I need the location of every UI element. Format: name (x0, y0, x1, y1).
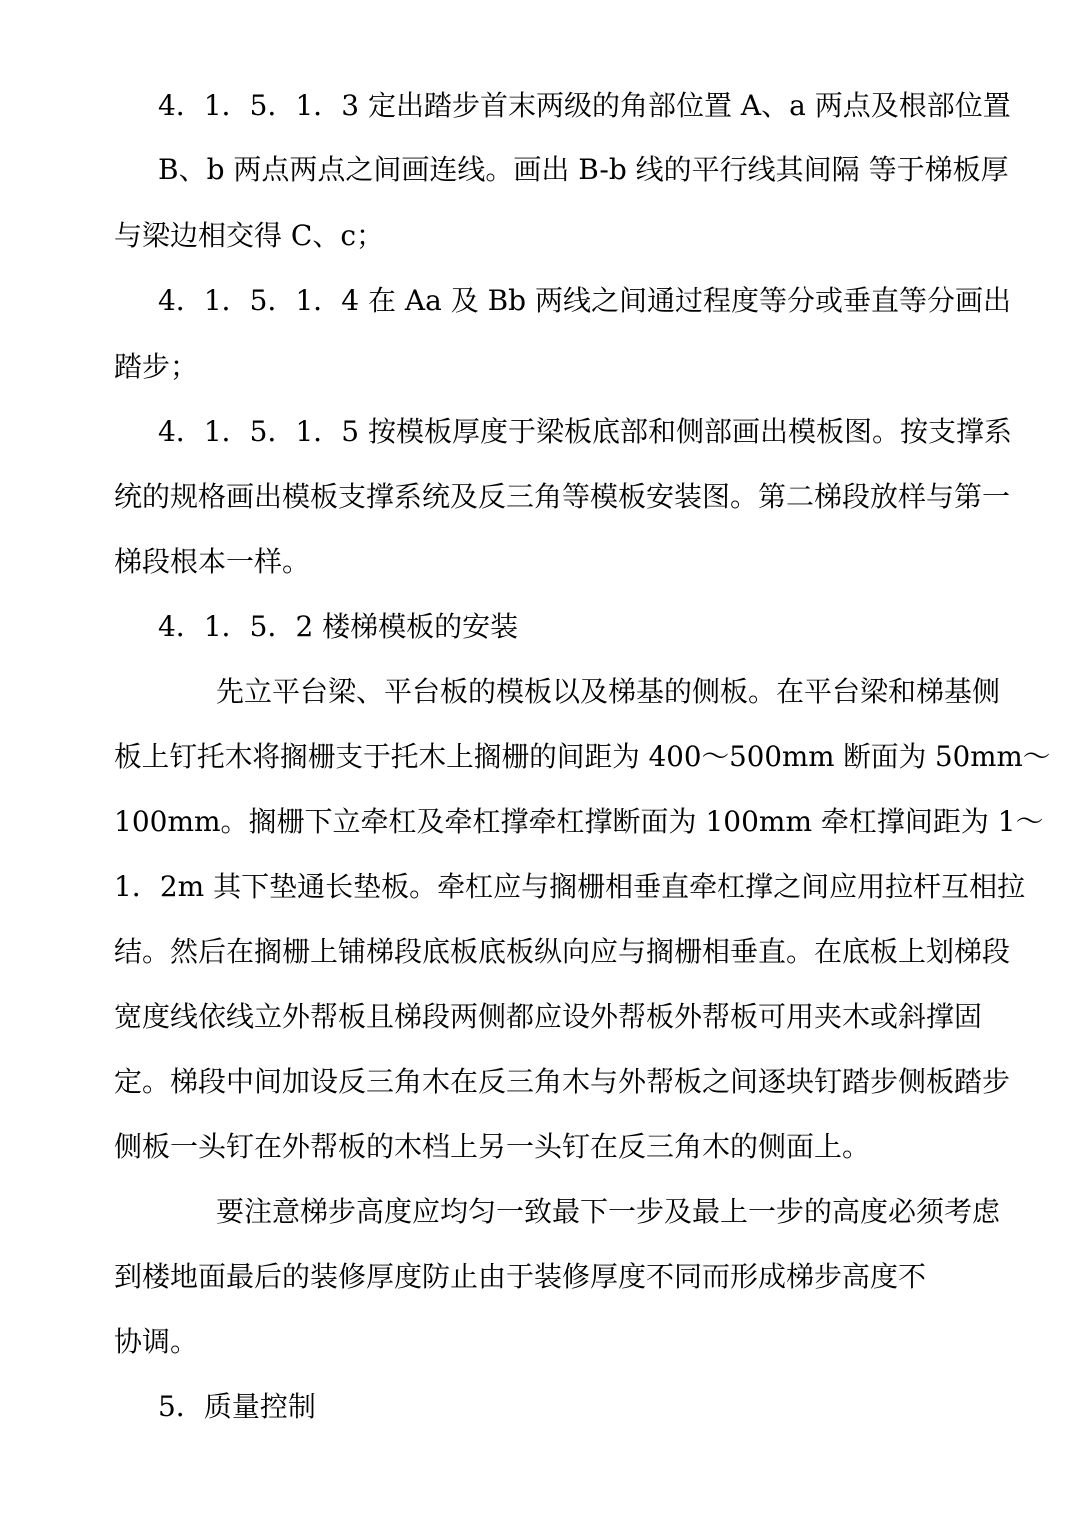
text-line: 4．1．5．1．5 按模板厚度于梁板底部和侧部画出模板图。按支撑系 (158, 415, 1012, 448)
text-line: 4．1．5．1．4 在 Aa 及 Bb 两线之间通过程度等分或垂直等分画出 (158, 284, 1011, 317)
text-line: 与梁边相交得 C、c； (114, 219, 385, 252)
text-line: 板上钉托木将搁栅支于托木上搁栅的间距为 400～500mm 断面为 50mm～ (114, 740, 1051, 773)
text-line: 协调。 (114, 1325, 199, 1358)
section-heading: 4．1．5．2 楼梯模板的安装 (158, 610, 519, 643)
text-line: 4．1．5．1．3 定出踏步首末两级的角部位置 A、a 两点及根部位置 (158, 89, 1011, 122)
text-line: 统的规格画出模板支撑系统及反三角等模板安装图。第二梯段放样与第一 (114, 480, 1011, 513)
text-line: 侧板一头钉在外帮板的木档上另一头钉在反三角木的侧面上。 (114, 1130, 871, 1163)
text-line: 1．2m 其下垫通长垫板。牵杠应与搁栅相垂直牵杠撑之间应用拉杆互相拉 (114, 870, 1026, 903)
text-line: 到楼地面最后的装修厚度防止由于装修厚度不同而形成梯步高度不 (114, 1260, 927, 1293)
text-line: B、b 两点两点之间画连线。画出 B-b 线的平行线其间隔 等于梯板厚 (158, 153, 1009, 186)
section-heading: 5．质量控制 (158, 1390, 316, 1423)
text-line: 100mm。搁栅下立牵杠及牵杠撑牵杠撑断面为 100mm 牵杠撑间距为 1～ (114, 805, 1044, 838)
text-line: 梯段根本一样。 (114, 545, 311, 578)
text-line: 踏步； (114, 350, 199, 383)
text-line: 先立平台梁、平台板的模板以及梯基的侧板。在平台梁和梯基侧 (216, 675, 1001, 708)
text-line: 定。梯段中间加设反三角木在反三角木与外帮板之间逐块钉踏步侧板踏步 (114, 1065, 1011, 1098)
text-line: 要注意梯步高度应均匀一致最下一步及最上一步的高度必须考虑 (216, 1195, 1001, 1228)
text-line: 宽度线依线立外帮板且梯段两侧都应设外帮板外帮板可用夹木或斜撑固 (114, 1000, 983, 1033)
text-line: 结。然后在搁栅上铺梯段底板底板纵向应与搁栅相垂直。在底板上划梯段 (114, 935, 1011, 968)
